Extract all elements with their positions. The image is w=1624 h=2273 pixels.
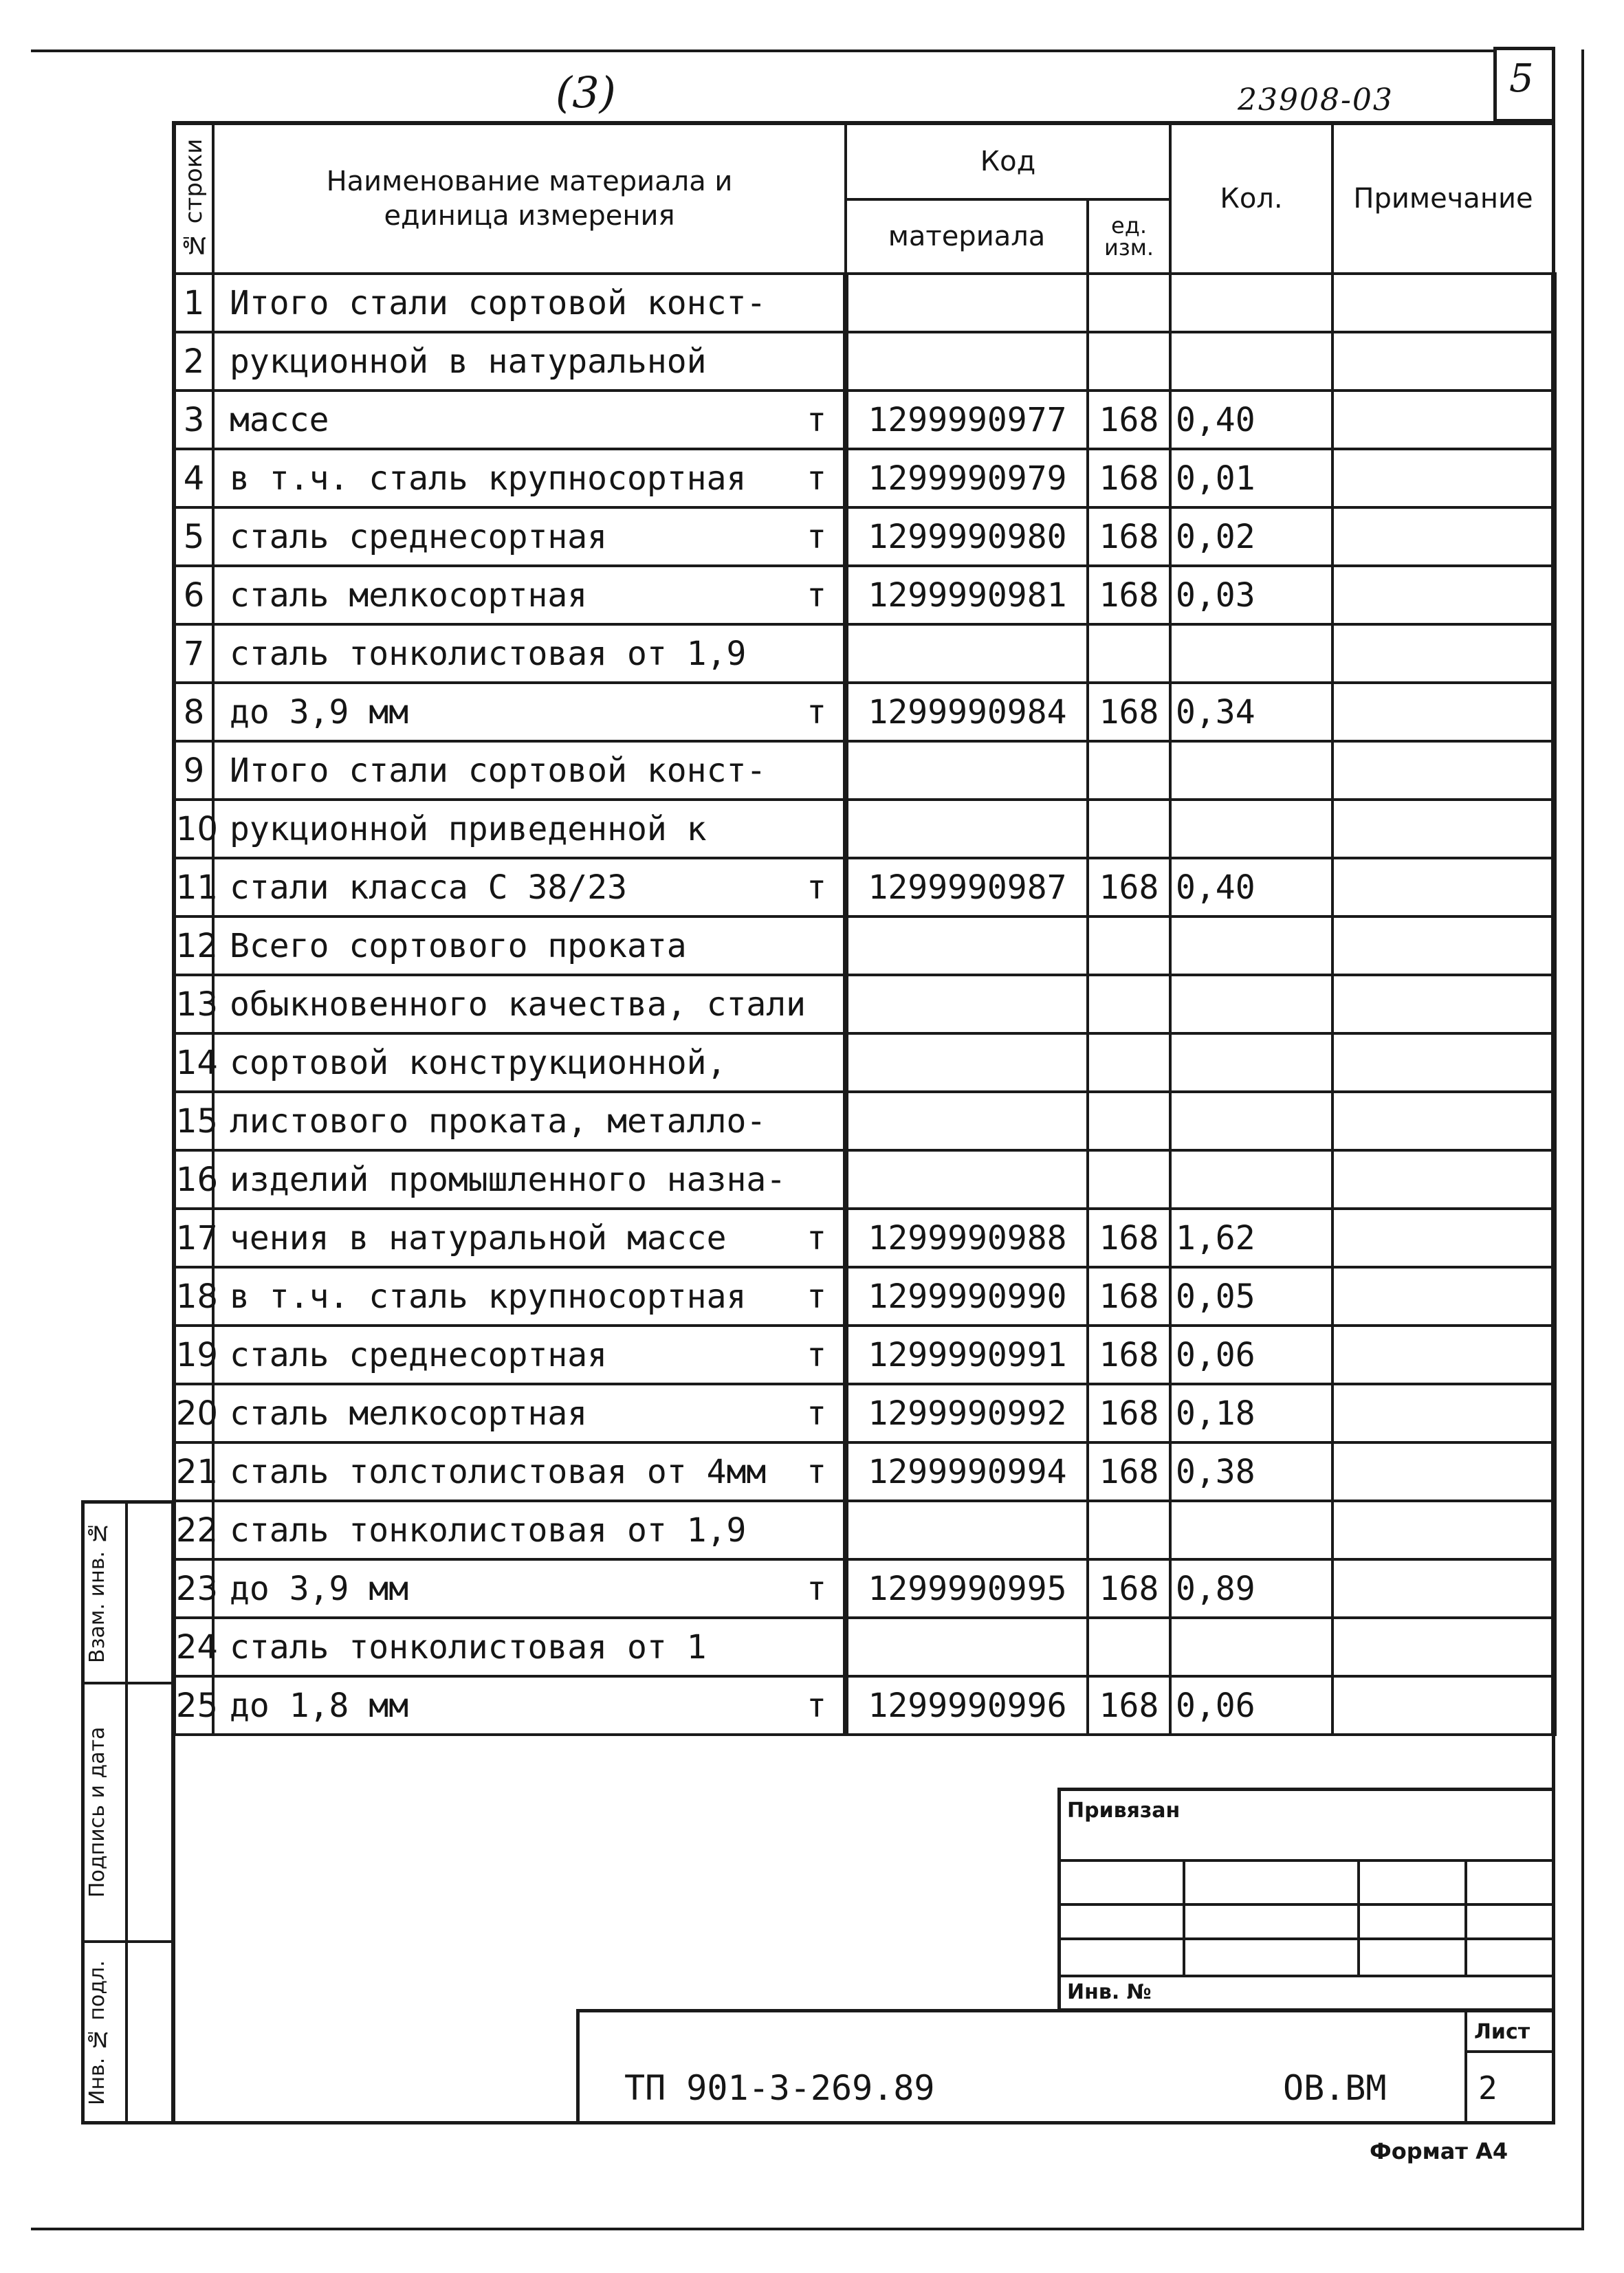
unit-code: 168 [1088, 391, 1170, 449]
row-number: 11 [175, 858, 213, 916]
note [1332, 1618, 1554, 1676]
unit-code: 168 [1088, 1209, 1170, 1267]
table-row [175, 1442, 1554, 1501]
unit-code: 168 [1088, 1559, 1170, 1618]
material-name [213, 741, 846, 800]
note [1332, 274, 1554, 332]
quantity: 0,03 [1170, 566, 1332, 624]
quantity: 0,18 [1170, 1384, 1332, 1442]
material-code [846, 916, 1088, 975]
unit-code [1088, 332, 1170, 391]
unit-code [1088, 1618, 1170, 1676]
quantity [1170, 332, 1332, 391]
privyazan-line-4 [1057, 1975, 1555, 1977]
material-unit-symbol: т [806, 400, 826, 439]
privyazan-line-1 [1057, 1859, 1555, 1862]
material-name [213, 1501, 846, 1559]
unit-code [1088, 1092, 1170, 1150]
material-code: 1299990981 [846, 566, 1088, 624]
material-name-text: Итого стали сортовой конст- [230, 751, 767, 790]
material-name [213, 1150, 846, 1209]
table-row [175, 916, 1554, 975]
privyazan-label: Привязан [1067, 1799, 1181, 1823]
header-row-number: № строки [175, 124, 213, 274]
unit-code: 168 [1088, 507, 1170, 566]
material-code [846, 975, 1088, 1033]
row-number: 3 [175, 391, 213, 449]
unit-code: 168 [1088, 1442, 1170, 1501]
quantity [1170, 741, 1332, 800]
material-unit-symbol: т [806, 1218, 826, 1258]
material-name [213, 274, 846, 332]
material-code: 1299990980 [846, 507, 1088, 566]
material-unit-symbol: т [806, 1394, 826, 1433]
material-unit-symbol: т [806, 1335, 826, 1374]
material-name-text: сталь тонколистовая от 1,9 [230, 634, 747, 673]
unit-code: 168 [1088, 858, 1170, 916]
corner-sheet-number: 5 [1509, 56, 1534, 101]
note [1332, 1092, 1554, 1150]
material-name-text: чения в натуральной массе [230, 1218, 727, 1258]
note [1332, 1150, 1554, 1209]
note [1332, 1442, 1554, 1501]
note [1332, 916, 1554, 975]
row-number: 25 [175, 1676, 213, 1735]
material-code [846, 741, 1088, 800]
table-row [175, 1384, 1554, 1442]
table-row [175, 800, 1554, 858]
side-stamp-divider [125, 1500, 128, 2124]
note [1332, 683, 1554, 741]
table-row [175, 449, 1554, 507]
material-name [213, 391, 846, 449]
table-row [175, 975, 1554, 1033]
note [1332, 449, 1554, 507]
material-name-text: сталь толстолистовая от 4мм [230, 1452, 767, 1491]
material-name-text: сталь среднесортная [230, 1335, 608, 1374]
privyazan-line-2 [1057, 1903, 1555, 1906]
table-row [175, 1267, 1554, 1326]
material-unit-symbol: т [806, 1277, 826, 1316]
material-name [213, 566, 846, 624]
material-name [213, 1618, 846, 1676]
material-code: 1299990984 [846, 683, 1088, 741]
header-annotation-left: (3) [556, 67, 616, 118]
side-inv-podl: Инв. № подл. [85, 1960, 109, 2106]
material-name [213, 624, 846, 683]
table-row [175, 683, 1554, 741]
row-number: 5 [175, 507, 213, 566]
unit-code [1088, 1150, 1170, 1209]
material-name [213, 1267, 846, 1326]
header-code-unit: ед. изм. [1088, 199, 1170, 274]
material-name [213, 858, 846, 916]
unit-code: 168 [1088, 1384, 1170, 1442]
material-name-text: изделий промышленного назна- [230, 1160, 787, 1199]
material-name-text: до 1,8 мм [230, 1686, 409, 1725]
note [1332, 800, 1554, 858]
material-code: 1299990992 [846, 1384, 1088, 1442]
header-annotation-right: 23908-03 [1238, 83, 1394, 118]
material-name [213, 1676, 846, 1735]
row-number: 19 [175, 1326, 213, 1384]
material-code: 1299990996 [846, 1676, 1088, 1735]
row-number: 10 [175, 800, 213, 858]
note [1332, 391, 1554, 449]
quantity [1170, 1092, 1332, 1150]
row-number: 21 [175, 1442, 213, 1501]
material-name [213, 975, 846, 1033]
row-number: 6 [175, 566, 213, 624]
row-number: 15 [175, 1092, 213, 1150]
unit-code [1088, 800, 1170, 858]
quantity [1170, 800, 1332, 858]
table-row [175, 1209, 1554, 1267]
material-code: 1299990994 [846, 1442, 1088, 1501]
quantity [1170, 1501, 1332, 1559]
material-code [846, 1150, 1088, 1209]
table-row [175, 1150, 1554, 1209]
material-unit-symbol: т [806, 1569, 826, 1608]
material-name [213, 1559, 846, 1618]
table-row [175, 507, 1554, 566]
document-code: ТП 901-3-269.89 [624, 2068, 935, 2108]
unit-code: 168 [1088, 683, 1170, 741]
material-name-text: стали класса С 38/23 [230, 868, 627, 907]
note [1332, 1384, 1554, 1442]
material-unit-symbol: т [806, 868, 826, 907]
quantity: 0,40 [1170, 391, 1332, 449]
privyazan-line-3 [1057, 1937, 1555, 1940]
right-trim-line [1581, 50, 1584, 2229]
material-code [846, 332, 1088, 391]
unit-code [1088, 975, 1170, 1033]
table-row [175, 332, 1554, 391]
material-unit-symbol: т [806, 1452, 826, 1491]
materials-table [173, 122, 1557, 1736]
table-row [175, 391, 1554, 449]
note [1332, 624, 1554, 683]
material-name-text: сортовой конструкционной, [230, 1043, 727, 1082]
material-name-text: рукционной в натуральной [230, 342, 707, 381]
unit-code [1088, 741, 1170, 800]
material-unit-symbol: т [806, 1686, 826, 1725]
material-name [213, 1442, 846, 1501]
note [1332, 1559, 1554, 1618]
note [1332, 566, 1554, 624]
material-name-text: Итого стали сортовой конст- [230, 283, 767, 322]
privyazan-vline-1 [1183, 1859, 1185, 1975]
material-name-text: массе [230, 400, 329, 439]
table-row [175, 1559, 1554, 1618]
quantity [1170, 274, 1332, 332]
row-number: 9 [175, 741, 213, 800]
header-qty: Кол. [1170, 124, 1332, 274]
material-name [213, 683, 846, 741]
header-code: Код [846, 124, 1170, 199]
unit-code: 168 [1088, 449, 1170, 507]
bottom-trim-line [31, 2228, 1584, 2230]
row-number: 1 [175, 274, 213, 332]
material-name [213, 507, 846, 566]
unit-code [1088, 916, 1170, 975]
note [1332, 858, 1554, 916]
quantity [1170, 975, 1332, 1033]
inv-no-label: Инв. № [1067, 1980, 1152, 2004]
note [1332, 1267, 1554, 1326]
table-row [175, 566, 1554, 624]
row-number: 7 [175, 624, 213, 683]
note [1332, 1033, 1554, 1092]
table-row [175, 624, 1554, 683]
table-row [175, 1501, 1554, 1559]
unit-code: 168 [1088, 1676, 1170, 1735]
material-name-text: сталь тонколистовая от 1 [230, 1627, 707, 1667]
quantity: 0,34 [1170, 683, 1332, 741]
table-row [175, 741, 1554, 800]
note [1332, 975, 1554, 1033]
material-name [213, 332, 846, 391]
material-unit-symbol: т [806, 517, 826, 556]
quantity [1170, 1150, 1332, 1209]
material-unit-symbol: т [806, 459, 826, 498]
material-code: 1299990979 [846, 449, 1088, 507]
header-code-material: материала [846, 199, 1088, 274]
note [1332, 1501, 1554, 1559]
material-name-text: сталь тонколистовая от 1,9 [230, 1511, 747, 1550]
unit-code [1088, 274, 1170, 332]
quantity: 0,06 [1170, 1676, 1332, 1735]
material-unit-symbol: т [806, 692, 826, 732]
material-name-text: листового проката, металло- [230, 1101, 767, 1141]
material-name-text: рукционной приведенной к [230, 809, 707, 848]
unit-code [1088, 1033, 1170, 1092]
row-number: 24 [175, 1618, 213, 1676]
row-number: 17 [175, 1209, 213, 1267]
material-name-text: Всего сортового проката [230, 926, 687, 965]
side-stamp-line-1 [81, 1682, 175, 1684]
title-sheet-hline [1464, 2050, 1555, 2053]
row-number: 23 [175, 1559, 213, 1618]
material-code: 1299990988 [846, 1209, 1088, 1267]
unit-code: 168 [1088, 1267, 1170, 1326]
quantity [1170, 1618, 1332, 1676]
unit-code [1088, 1501, 1170, 1559]
material-code: 1299990991 [846, 1326, 1088, 1384]
material-name [213, 1033, 846, 1092]
unit-code: 168 [1088, 1326, 1170, 1384]
quantity: 0,89 [1170, 1559, 1332, 1618]
table-row [175, 1326, 1554, 1384]
row-number: 12 [175, 916, 213, 975]
row-number: 22 [175, 1501, 213, 1559]
material-name-text: до 3,9 мм [230, 692, 409, 732]
row-number: 20 [175, 1384, 213, 1442]
material-code: 1299990987 [846, 858, 1088, 916]
material-name-text: в т.ч. сталь крупносортная [230, 1277, 747, 1316]
row-number: 13 [175, 975, 213, 1033]
row-number: 18 [175, 1267, 213, 1326]
privyazan-vline-2 [1357, 1859, 1360, 1975]
material-name [213, 1384, 846, 1442]
table-row [175, 1618, 1554, 1676]
material-name-text: сталь мелкосортная [230, 1394, 588, 1433]
material-code [846, 624, 1088, 683]
material-code [846, 274, 1088, 332]
quantity [1170, 1033, 1332, 1092]
privyazan-vline-3 [1464, 1859, 1467, 1975]
quantity [1170, 624, 1332, 683]
material-code: 1299990990 [846, 1267, 1088, 1326]
title-sheet-vline [1464, 2009, 1467, 2124]
note [1332, 741, 1554, 800]
table-row [175, 1033, 1554, 1092]
note [1332, 332, 1554, 391]
material-name-text: сталь среднесортная [230, 517, 608, 556]
quantity: 0,06 [1170, 1326, 1332, 1384]
table-row [175, 1092, 1554, 1150]
material-code: 1299990977 [846, 391, 1088, 449]
quantity: 0,02 [1170, 507, 1332, 566]
header-name: Наименование материала и единица измерения [213, 124, 846, 274]
material-code [846, 1033, 1088, 1092]
note [1332, 507, 1554, 566]
table-row [175, 1676, 1554, 1735]
top-trim-line [31, 50, 1495, 52]
material-name [213, 800, 846, 858]
table-row [175, 858, 1554, 916]
material-name-text: сталь мелкосортная [230, 575, 588, 615]
row-number: 14 [175, 1033, 213, 1092]
side-vzam-inv: Взам. инв. № [85, 1520, 109, 1663]
material-name [213, 1092, 846, 1150]
material-code [846, 1618, 1088, 1676]
row-number: 4 [175, 449, 213, 507]
note [1332, 1676, 1554, 1735]
sheet-number: 2 [1478, 2069, 1497, 2107]
quantity: 0,05 [1170, 1267, 1332, 1326]
header-note: Примечание [1332, 124, 1554, 274]
material-name [213, 1326, 846, 1384]
material-name-text: до 3,9 мм [230, 1569, 409, 1608]
quantity [1170, 916, 1332, 975]
material-name-text: обыкновенного качества, стали [230, 985, 806, 1024]
material-name [213, 1209, 846, 1267]
material-code [846, 1501, 1088, 1559]
row-number: 2 [175, 332, 213, 391]
material-name-text: в т.ч. сталь крупносортная [230, 459, 747, 498]
section-code: ОВ.ВМ [1283, 2068, 1387, 2108]
material-code [846, 800, 1088, 858]
material-code [846, 1092, 1088, 1150]
row-number: 8 [175, 683, 213, 741]
material-name [213, 449, 846, 507]
note [1332, 1209, 1554, 1267]
quantity: 0,01 [1170, 449, 1332, 507]
quantity: 1,62 [1170, 1209, 1332, 1267]
sheet-label: Лист [1474, 2020, 1530, 2044]
table-row [175, 274, 1554, 332]
material-name [213, 916, 846, 975]
format-label: Формат А4 [1370, 2138, 1508, 2164]
quantity: 0,38 [1170, 1442, 1332, 1501]
row-number: 16 [175, 1150, 213, 1209]
side-stamp-line-2 [81, 1940, 175, 1943]
note [1332, 1326, 1554, 1384]
unit-code: 168 [1088, 566, 1170, 624]
material-unit-symbol: т [806, 575, 826, 615]
quantity: 0,40 [1170, 858, 1332, 916]
material-code: 1299990995 [846, 1559, 1088, 1618]
side-podpis-data: Подпись и дата [85, 1726, 109, 1898]
unit-code [1088, 624, 1170, 683]
